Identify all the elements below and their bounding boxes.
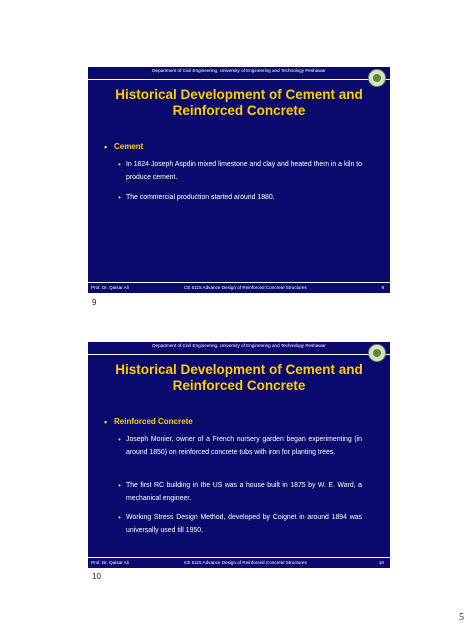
subbullet — [118, 159, 362, 184]
slide-label: 9 — [92, 298, 97, 307]
bullet-label: Reinforced Concrete — [114, 417, 193, 426]
bullet-reinforced-concrete — [104, 417, 193, 427]
bullet-label: Cement — [114, 142, 144, 151]
slide-10 — [88, 342, 390, 568]
slide-footer — [88, 282, 390, 293]
subbullet — [118, 192, 362, 205]
bullet-icon: • — [118, 435, 121, 444]
page-number: 5 — [459, 612, 464, 623]
subbullet — [118, 480, 362, 505]
footer-course: CE 5115 Advance Design of Reinforced Concrete Structures — [184, 560, 307, 565]
slide-header — [88, 67, 390, 80]
slide-9 — [88, 67, 390, 293]
slide-title: Historical Development of Cement and Reinforced Concrete — [115, 362, 363, 393]
subbullet — [118, 512, 362, 537]
footer-author: Prof. Dr. Qaisar Ali — [91, 285, 129, 290]
bullet-icon: • — [104, 142, 108, 152]
bullet-icon: • — [118, 481, 121, 490]
header-text: Department of Civil Engineering, University of Engineering and Technology Peshawar — [152, 343, 326, 348]
subbullet-text: In 1824 Joseph Aspdin mixed limestone and clay and heated them in a kiln to produce cement. — [126, 161, 362, 181]
bullet-icon: • — [118, 513, 121, 522]
university-logo-icon — [368, 69, 386, 87]
footer-page-number: 10 — [378, 560, 384, 565]
bullet-icon: • — [104, 417, 108, 427]
slide-footer — [88, 557, 390, 568]
slide-header — [88, 342, 390, 355]
slide-label: 10 — [92, 572, 101, 581]
subbullet-text: The commercial production started around 1880. — [126, 194, 275, 201]
subbullet-text: Working Stress Design Method, developed by Coignet in around 1894 was universally used till 1950. — [126, 514, 362, 534]
header-text: Department of Civil Engineering, University of Engineering and Technology Peshawar — [152, 68, 326, 73]
footer-course: CE 5115 Advance Design of Reinforced Concrete Structures — [184, 285, 307, 290]
footer-page-number: 9 — [381, 285, 384, 290]
university-logo-icon — [368, 344, 386, 362]
bullet-icon: • — [118, 193, 121, 202]
bullet-icon: • — [118, 160, 121, 169]
bullet-cement — [104, 142, 144, 152]
slide-title: Historical Development of Cement and Reinforced Concrete — [115, 87, 363, 118]
subbullet-text: Joseph Monier, owner of a French nursery garden began experimenting (in around 1850) on reinforced concrete tubs with iron for planting trees. — [126, 436, 362, 456]
footer-author: Prof. Dr. Qaisar Ali — [91, 560, 129, 565]
subbullet — [118, 434, 362, 459]
subbullet-text: The first RC building in the US was a house built in 1875 by W. E. Ward, a mechanical engineer. — [126, 482, 362, 502]
